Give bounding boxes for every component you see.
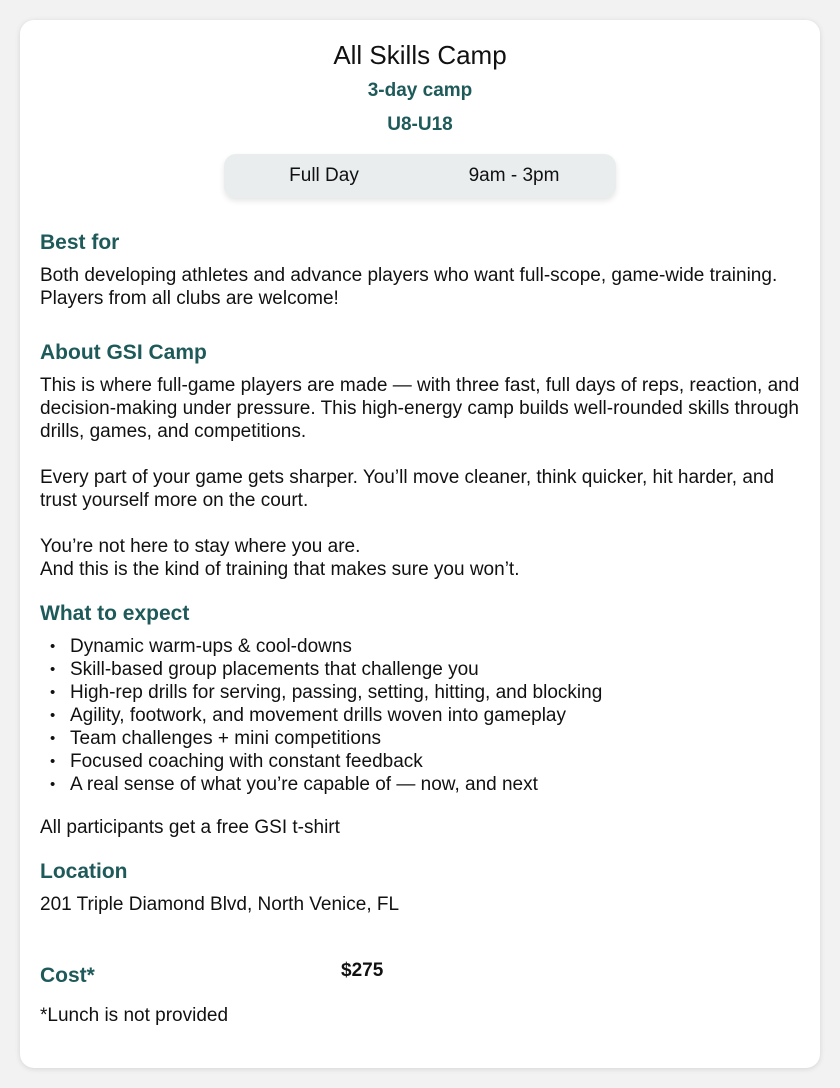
expect-list [40, 635, 800, 796]
list-item-text: Agility, footwork, and movement drills woven into gameplay [70, 705, 566, 726]
list-item [50, 704, 800, 727]
lunch-footnote: *Lunch is not provided [40, 1005, 229, 1026]
about-paragraph: And this is the kind of training that makes sure you won’t. [40, 559, 520, 580]
about-paragraph: You’re not here to stay where you are. [40, 536, 361, 557]
bullet-icon: • [50, 684, 56, 701]
location-heading: Location [40, 860, 128, 883]
bullet-icon: • [50, 730, 56, 747]
bullet-icon: • [50, 638, 56, 655]
schedule-label: Full Day [289, 165, 359, 186]
about-heading: About GSI Camp [40, 341, 207, 364]
location-address: 201 Triple Diamond Blvd, North Venice, FL [40, 894, 400, 915]
camp-age-range: U8-U18 [387, 114, 453, 135]
list-item-text: Skill-based group placements that challenge you [70, 659, 479, 680]
expect-heading: What to expect [40, 602, 190, 625]
best-for-heading: Best for [40, 231, 120, 254]
list-item [50, 773, 800, 796]
list-item [50, 727, 800, 750]
cost-value: $275 [341, 960, 384, 981]
shirt-note: All participants get a free GSI t-shirt [40, 817, 340, 838]
camp-duration: 3-day camp [367, 80, 473, 101]
best-for-text: Both developing athletes and advance players who want full-scope, game-wide training. Players from all clubs are welcome! [40, 265, 778, 309]
schedule-time: 9am - 3pm [468, 165, 560, 186]
bullet-icon: • [50, 753, 56, 770]
list-item-text: Dynamic warm-ups & cool-downs [70, 636, 352, 657]
camp-title: All Skills Camp [333, 40, 507, 70]
list-item [50, 658, 800, 681]
bullet-icon: • [50, 707, 56, 724]
list-item-text: Team challenges + mini competitions [70, 728, 382, 749]
bullet-icon: • [50, 776, 56, 793]
about-paragraph: This is where full-game players are made — with three fast, full days of reps, reaction, and decision-making under pressure. This high-energy camp builds well-rounded skills through drills, games, and competitions. [40, 375, 800, 442]
list-item [50, 635, 800, 658]
list-item-text: A real sense of what you’re capable of — now, and next [70, 774, 538, 795]
bullet-icon: • [50, 661, 56, 678]
list-item [50, 681, 800, 704]
schedule-pill [224, 154, 616, 198]
about-paragraph: Every part of your game gets sharper. You’ll move cleaner, think quicker, hit harder, and trust yourself more on the court. [40, 467, 775, 511]
list-item [50, 750, 800, 773]
cost-row [40, 960, 800, 990]
list-item-text: High-rep drills for serving, passing, setting, hitting, and blocking [70, 682, 603, 703]
list-item-text: Focused coaching with constant feedback [70, 751, 423, 772]
cost-label: Cost* [40, 964, 95, 987]
camp-card [20, 20, 820, 1068]
